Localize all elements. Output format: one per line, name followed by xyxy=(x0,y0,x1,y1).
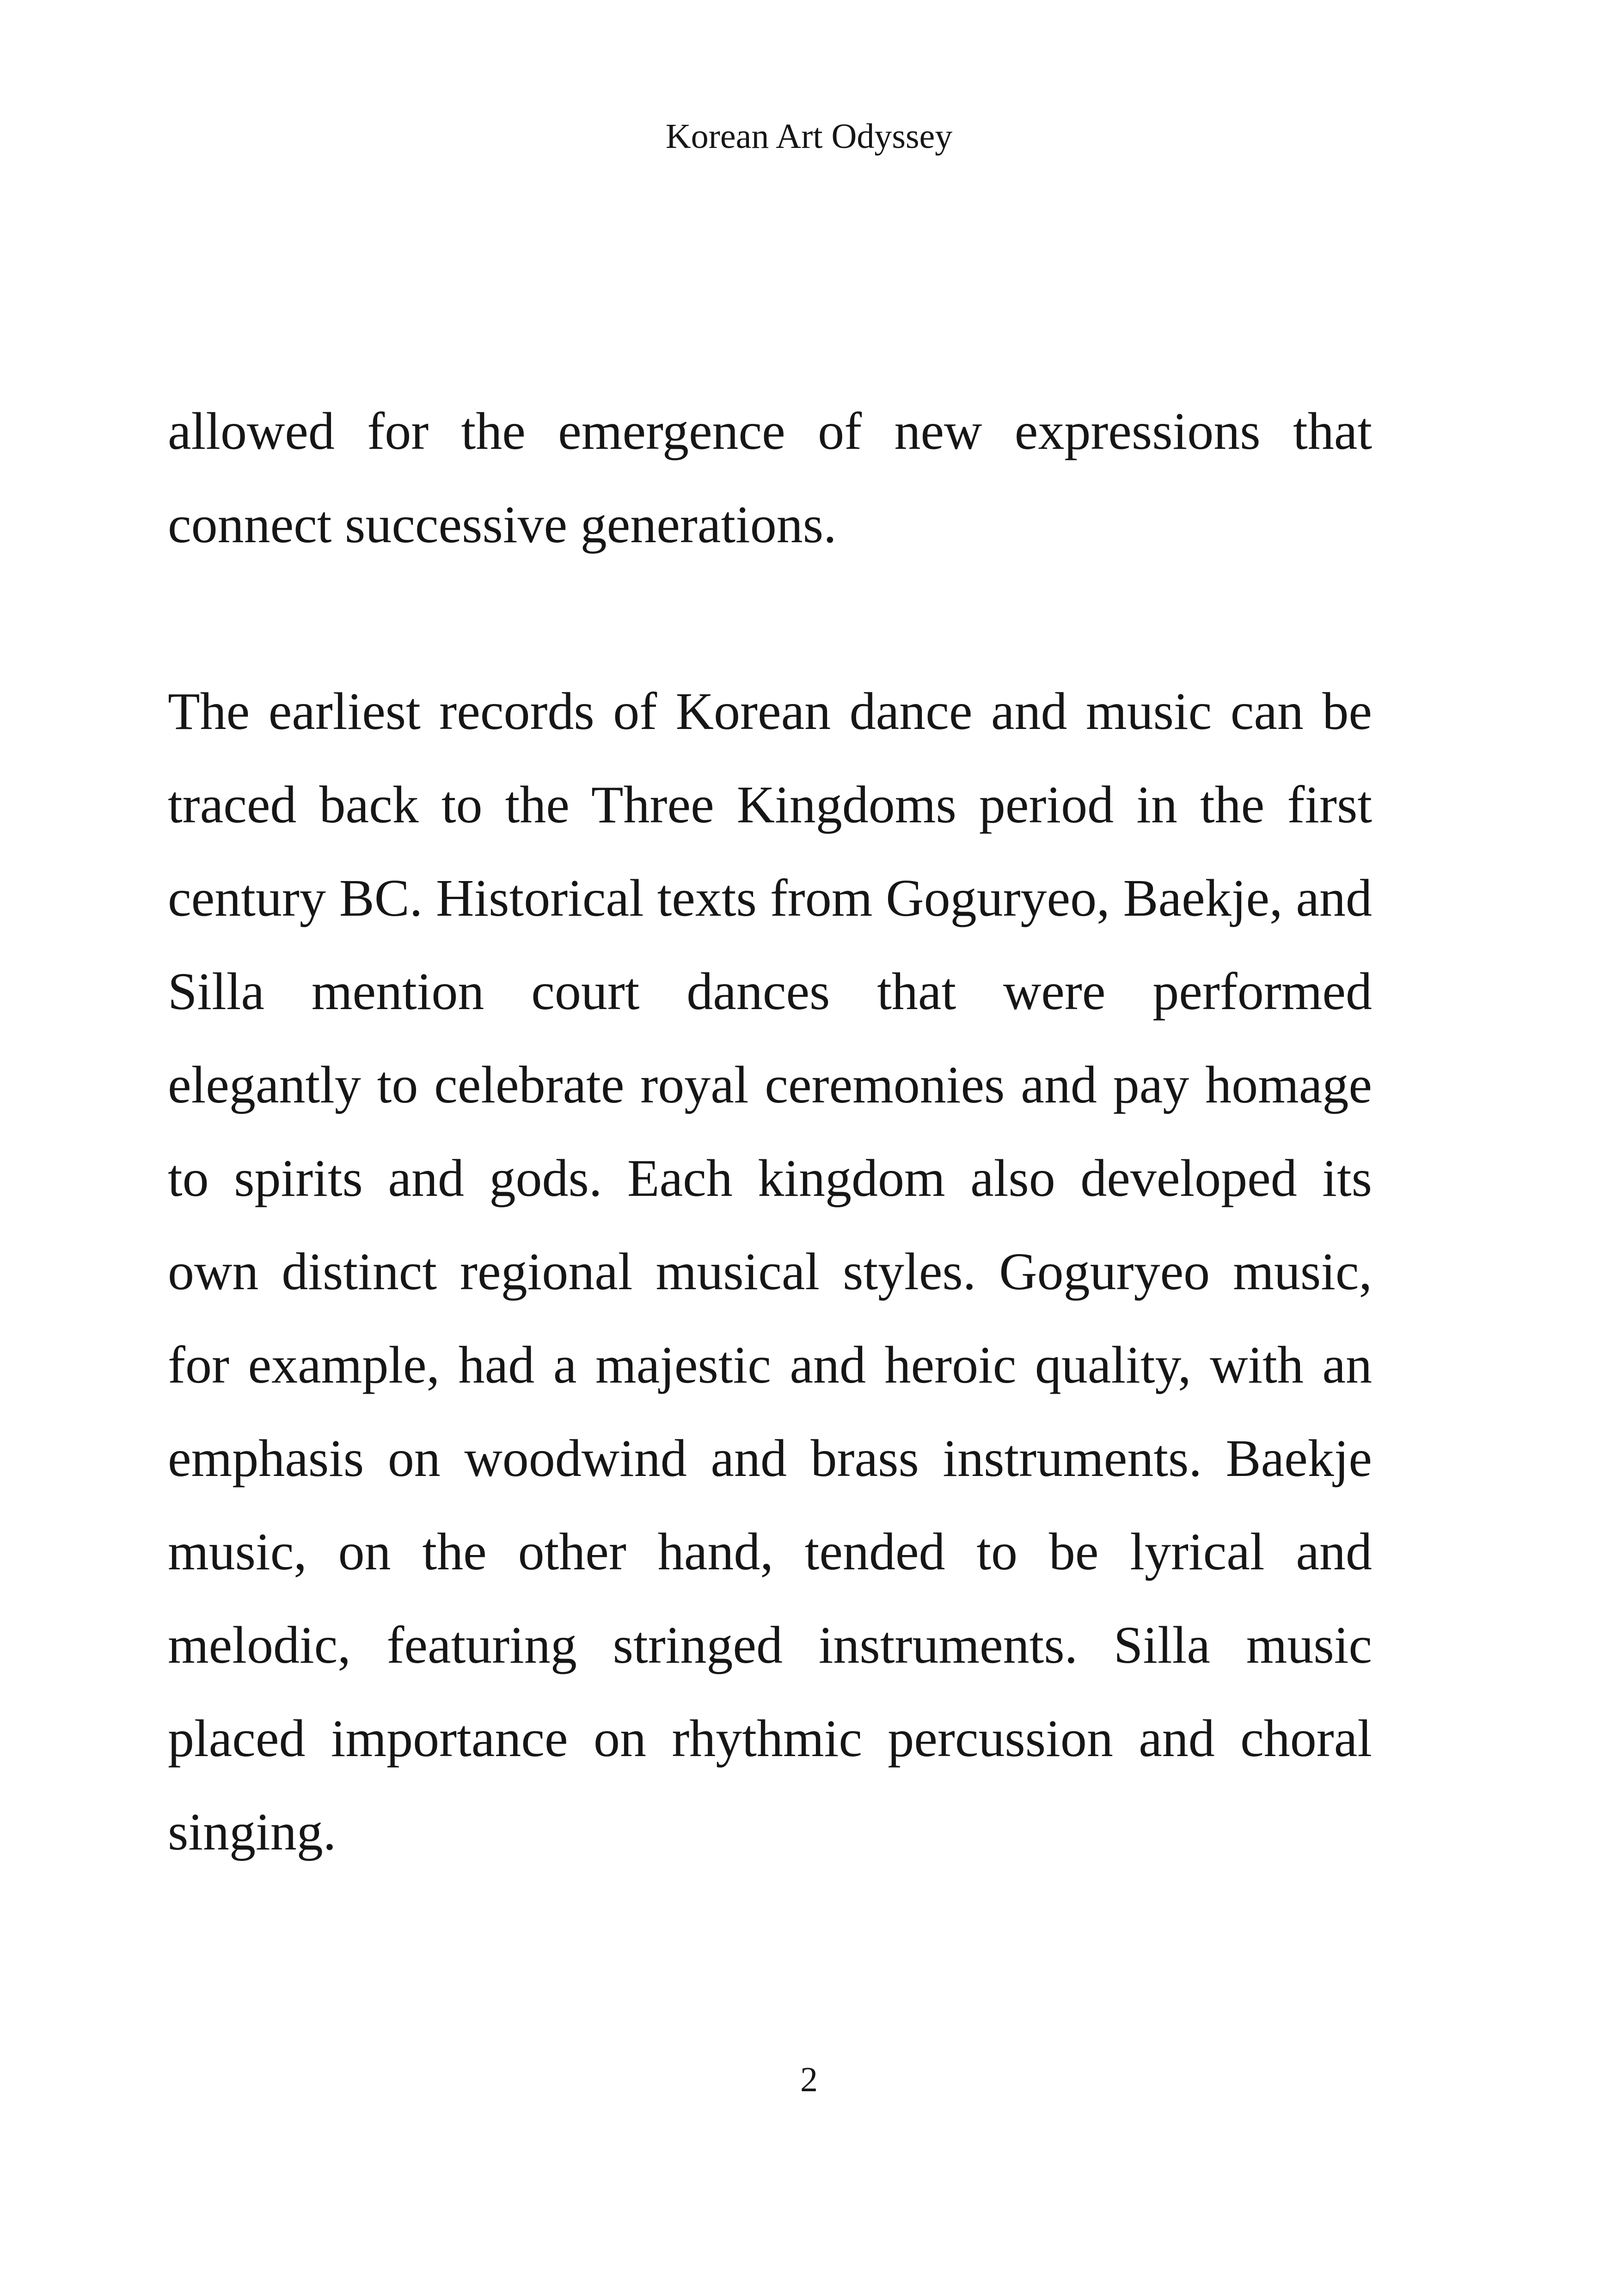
running-header: Korean Art Odyssey xyxy=(665,117,953,156)
page-number: 2 xyxy=(800,2060,818,2099)
body-paragraph: The earliest records of Korean dance and music can be traced back to the Three Kingdoms period in the first century BC. Historical texts from Goguryeo, Baekje, and Silla mention court dances that were performed elegantly to celebrate royal ceremonies and pay homage to spirits and gods. Each kingdom also developed its own distinct regional musical styles. Goguryeo music, for example, had a majestic and heroic quality, with an emphasis on woodwind and brass instruments. Baekje music, on the other hand, tended to be lyrical and melodic, featuring stringed instruments. Silla music placed importance on rhythmic percussion and choral singing. xyxy=(168,682,1372,1861)
body-paragraph: allowed for the emergence of new expressions that connect successive generations. xyxy=(168,402,1372,554)
